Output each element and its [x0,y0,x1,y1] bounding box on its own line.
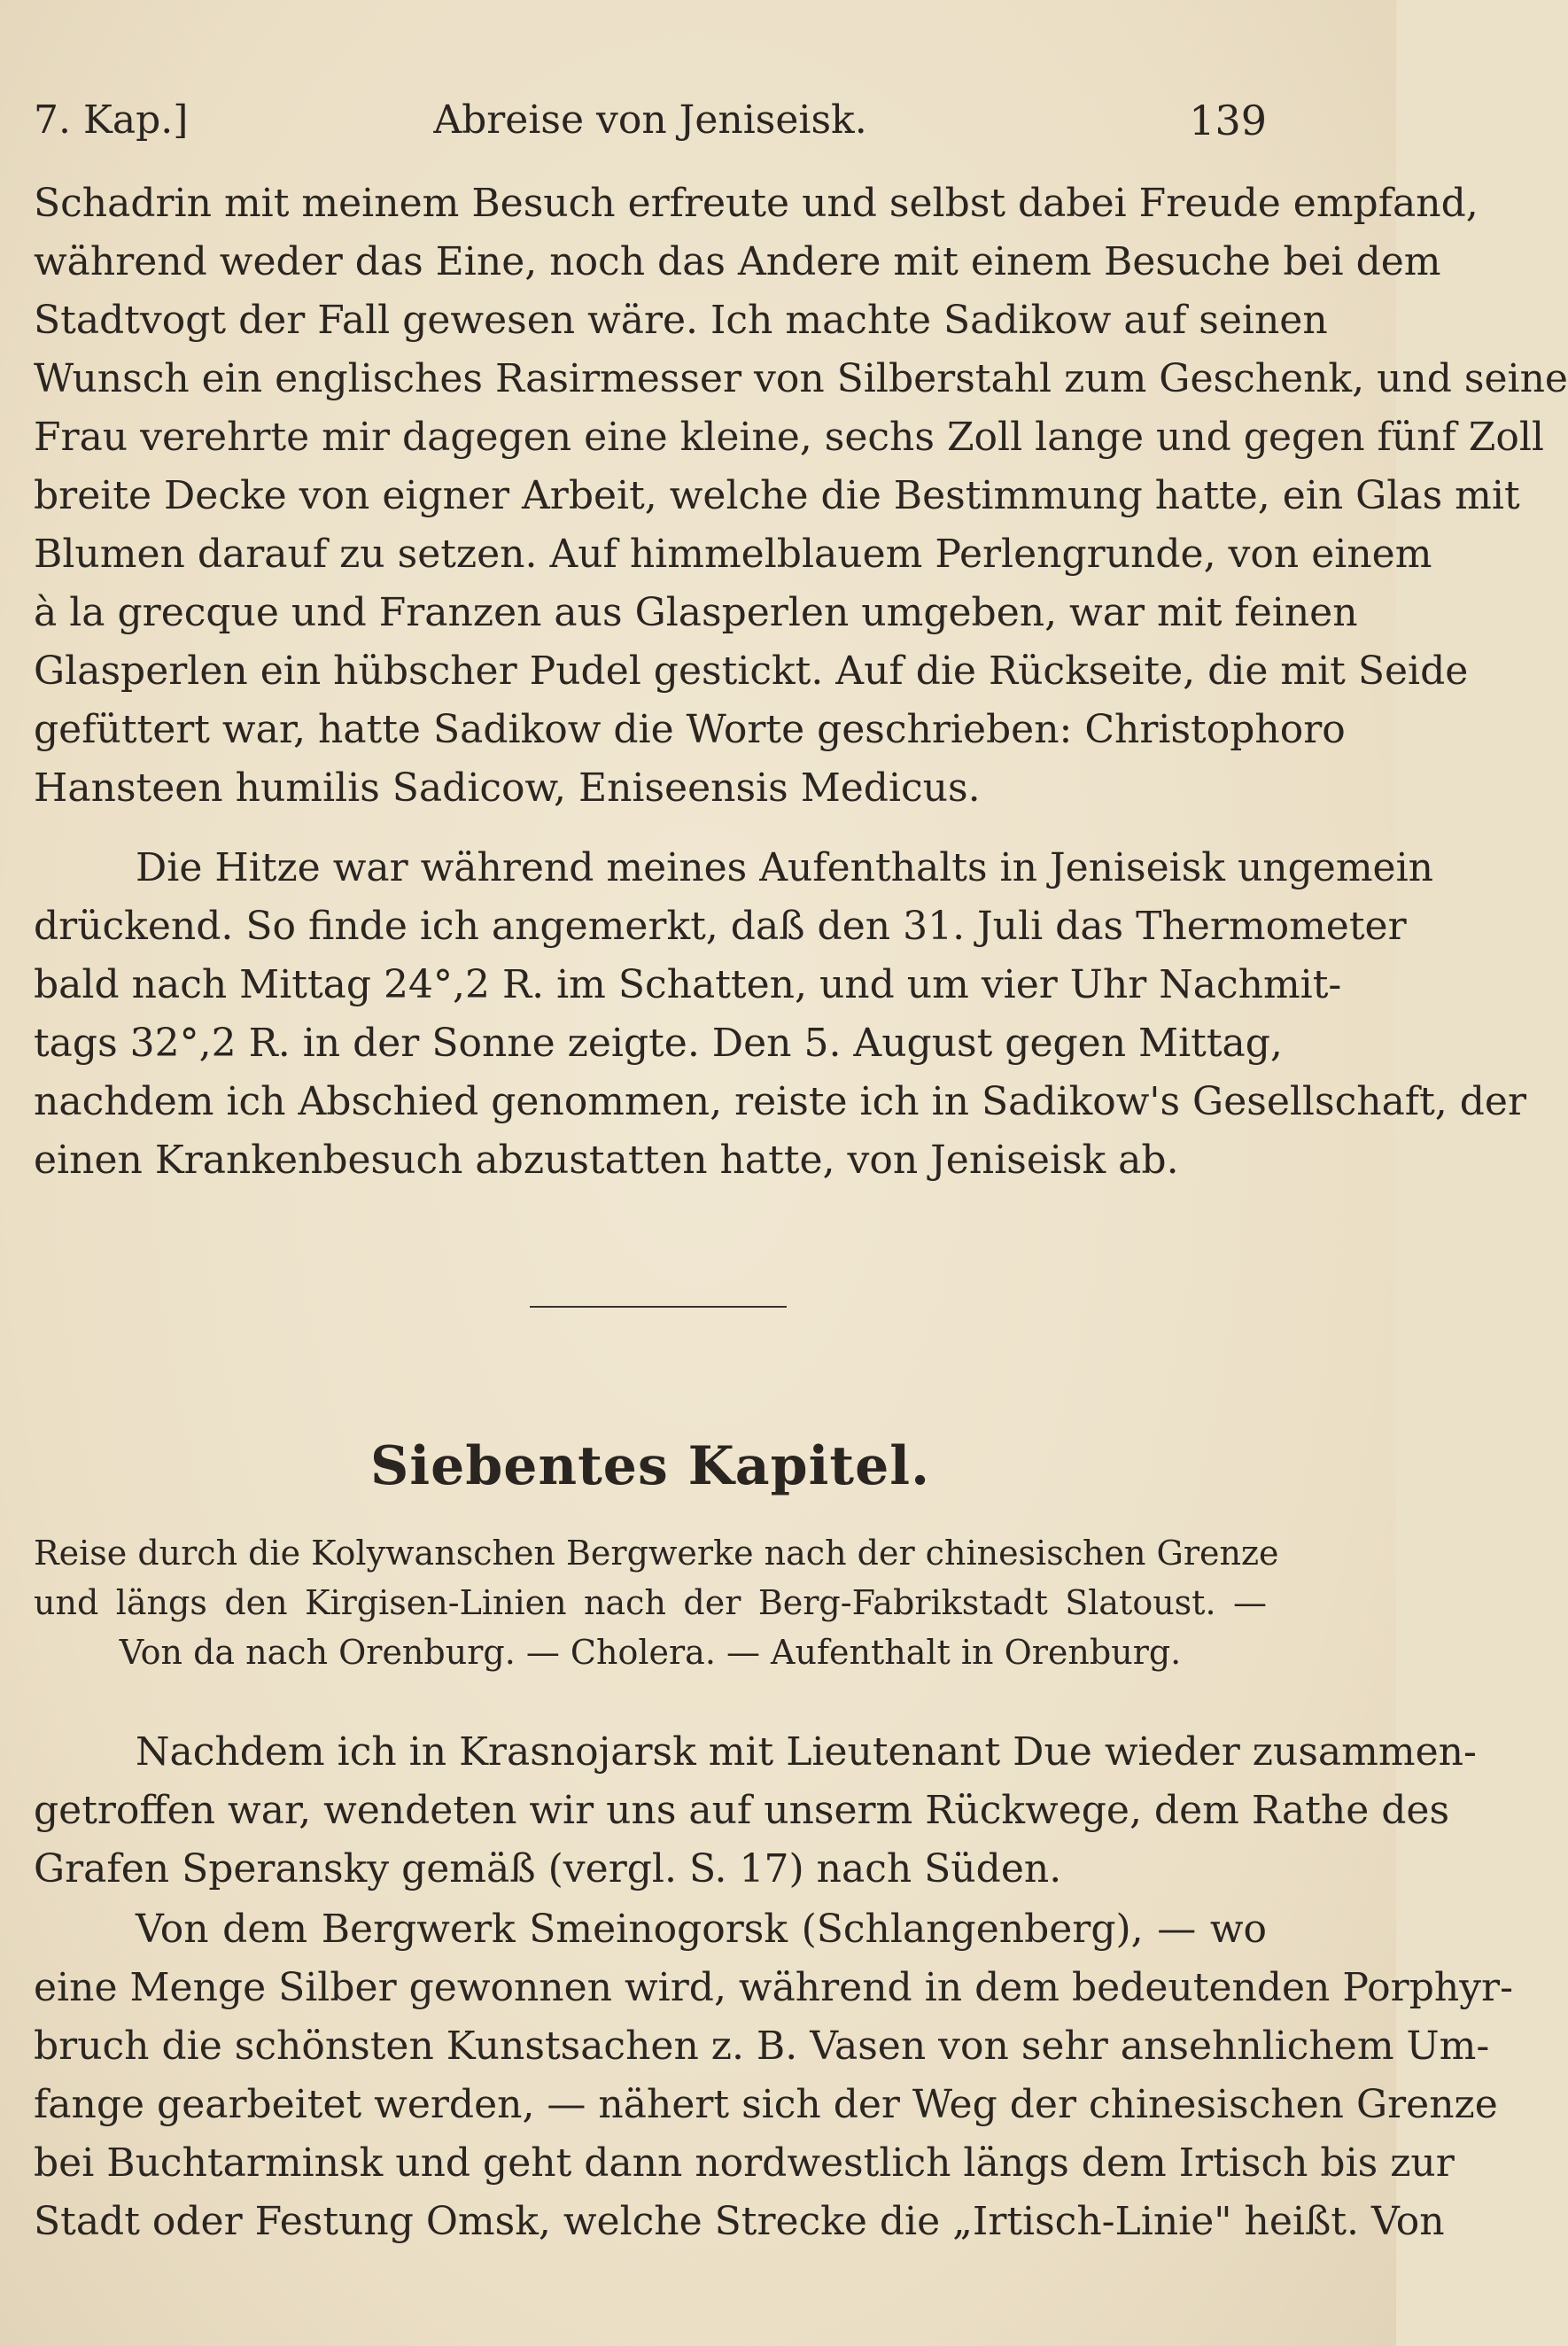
text-line: einen Krankenbesuch abzustatten hatte, von Jeniseisk ab. [34,1138,1179,1183]
paragraph-krasnojarsk [34,1723,1477,1899]
running-title: Abreise von Jeniseisk. [433,97,867,143]
page-number: 139 [1189,97,1267,144]
text-line: drückend. So finde ich angemerkt, daß den 31. Juli das Thermometer [34,904,1407,949]
text-line: bald nach Mittag 24°,2 R. im Schatten, und um vier Uhr Nachmit- [34,962,1342,1007]
summary-line: Von da nach Orenburg. — Cholera. — Aufenthalt in Orenburg. [119,1633,1182,1672]
text-line: Wunsch ein englisches Rasirmesser von Silberstahl zum Geschenk, und seine [34,356,1568,401]
summary-line: Reise durch die Kolywanschen Bergwerke nach der chinesischen Grenze [34,1534,1279,1573]
text-line: während weder das Eine, noch das Andere mit einem Besuche bei dem [34,239,1441,284]
chapter-reference: 7. Kap.] [34,97,189,143]
text-line: Schadrin mit meinem Besuch erfreute und selbst dabei Freude empfand, [34,181,1479,226]
text-line: eine Menge Silber gewonnen wird, während in dem bedeutenden Porphyr- [34,1965,1513,2010]
text-line: Frau verehrte mir dagegen eine kleine, sechs Zoll lange und gegen fünf Zoll [34,415,1544,460]
text-line: Von dem Bergwerk Smeinogorsk (Schlangenberg), — wo [136,1907,1267,1952]
text-line: breite Decke von eigner Arbeit, welche die Bestimmung hatte, ein Glas mit [34,473,1520,518]
text-line: Blumen darauf zu setzen. Auf himmelblauem Perlengrunde, von einem [34,532,1432,577]
text-line: bruch die schönsten Kunstsachen z. B. Vasen von sehr ansehnlichem Um- [34,2024,1490,2069]
paragraph-smeinogorsk [34,1900,1513,2251]
text-line: bei Buchtarminsk und geht dann nordwestlich längs dem Irtisch bis zur [34,2140,1455,2186]
paragraph-heat-departure [34,839,1526,1190]
chapter-title: Siebentes Kapitel. [370,1435,930,1497]
section-divider [530,1306,787,1308]
text-line: Hansteen humilis Sadicow, Eniseensis Medicus. [34,765,981,811]
text-line: à la grecque und Franzen aus Glasperlen umgeben, war mit feinen [34,590,1358,635]
text-line: Grafen Speransky gemäß (vergl. S. 17) nach Süden. [34,1846,1062,1892]
text-line: tags 32°,2 R. in der Sonne zeigte. Den 5. August gegen Mittag, [34,1021,1283,1066]
paragraph-visit-gifts [34,175,1568,818]
text-line: Die Hitze war während meines Aufenthalts in Jeniseisk ungemein [136,845,1433,890]
running-header [34,89,1267,152]
text-line: Stadt oder Festung Omsk, welche Strecke die „Irtisch-Linie" heißt. Von [34,2199,1445,2244]
text-line: Nachdem ich in Krasnojarsk mit Lieutenant Due wieder zusammen- [136,1729,1477,1775]
text-line: getroffen war, wendeten wir uns auf unserm Rückwege, dem Rathe des [34,1788,1450,1833]
text-line: fange gearbeitet werden, — nähert sich der Weg der chinesischen Grenze [34,2082,1498,2127]
text-line: Stadtvogt der Fall gewesen wäre. Ich machte Sadikow auf seinen [34,298,1328,343]
summary-line: und längs den Kirgisen-Linien nach der Berg-Fabrikstadt Slatoust. — [34,1583,1267,1622]
text-line: gefüttert war, hatte Sadikow die Worte geschrieben: Christophoro [34,707,1346,752]
chapter-summary [34,1528,1279,1677]
text-line: nachdem ich Abschied genommen, reiste ich in Sadikow's Gesellschaft, der [34,1079,1526,1124]
text-line: Glasperlen ein hübscher Pudel gestickt. Auf die Rückseite, die mit Seide [34,649,1469,694]
